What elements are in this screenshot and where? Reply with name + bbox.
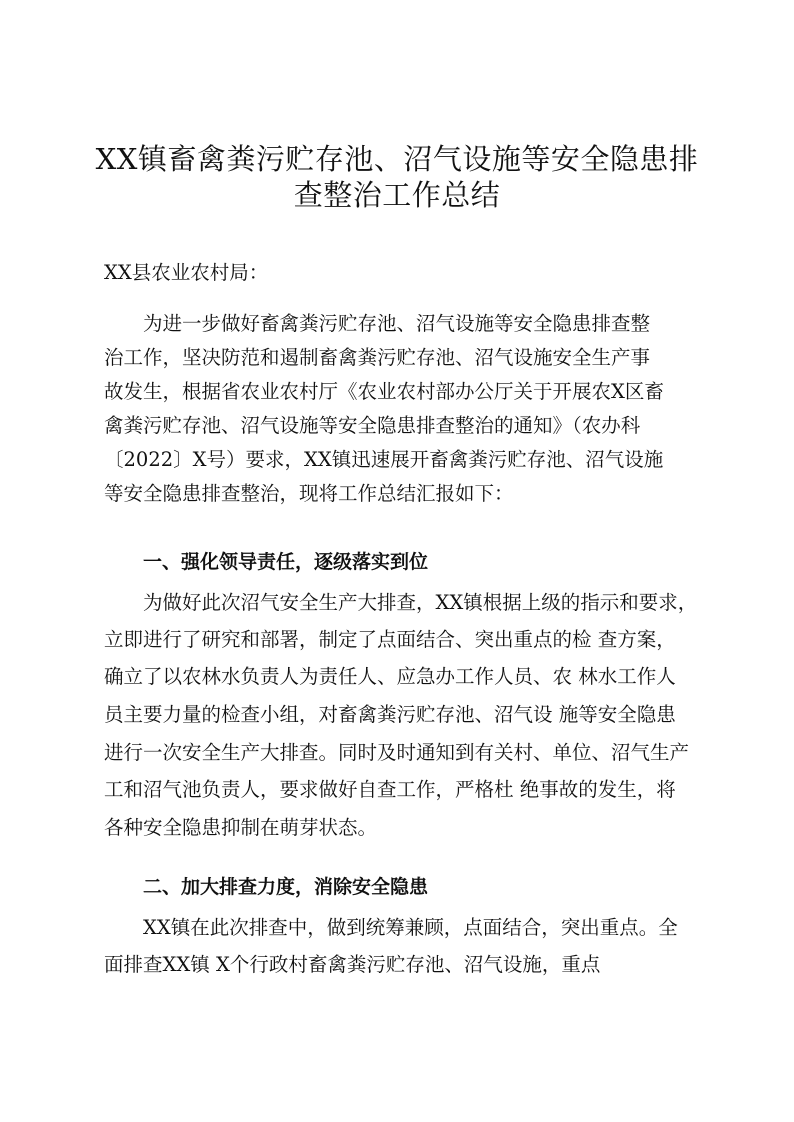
section-2-line: XX镇在此次排查中，做到统筹兼顾，点面结合，突出重点。全 bbox=[143, 916, 678, 939]
section-1-line: 各种安全隐患抑制在萌芽状态。 bbox=[104, 816, 378, 839]
section-2-line: 面排查XX镇 X个行政村畜禽粪污贮存池、沼气设施，重点 bbox=[104, 953, 601, 976]
section-2-heading: 二、加大排查力度，消除安全隐患 bbox=[143, 876, 429, 898]
section-1-line: 员主要力量的检查小组，对畜禽粪污贮存池、沼气设 施等安全隐患 bbox=[104, 703, 676, 726]
document-title-line-1: XX镇畜禽粪污贮存池、沼气设施等安全隐患排 bbox=[95, 142, 699, 176]
intro-line: 〔2022〕X号）要求，XX镇迅速展开畜禽粪污贮存池、沼气设施 bbox=[104, 448, 664, 471]
section-1-line: 进行一次安全生产大排查。同时及时通知到有关村、单位、沼气生产 bbox=[104, 741, 690, 764]
section-1-line: 立即进行了研究和部署，制定了点面结合、突出重点的检 查方案， bbox=[104, 628, 676, 651]
section-1-line: 确立了以农林水负责人为责任人、应急办工作人员、农 林水工作人 bbox=[104, 665, 676, 688]
intro-line: 治工作，坚决防范和遏制畜禽粪污贮存池、沼气设施安全生产事 bbox=[104, 346, 651, 369]
intro-line: 故发生，根据省农业农村厅《农业农村部办公厅关于开展农X区畜 bbox=[104, 380, 664, 403]
section-1-heading: 一、强化领导责任，逐级落实到位 bbox=[143, 551, 429, 573]
intro-line: 等安全隐患排查整治，现将工作总结汇报如下： bbox=[104, 482, 514, 505]
section-1-line: 为做好此次沼气安全生产大排查，XX镇根据上级的指示和要求， bbox=[143, 591, 698, 614]
intro-line: 为进一步做好畜禽粪污贮存池、沼气设施等安全隐患排查整 bbox=[143, 312, 651, 335]
intro-line: 禽粪污贮存池、沼气设施等安全隐患排查整治的通知》（农办科 bbox=[104, 414, 641, 437]
salutation: XX县农业农村局： bbox=[104, 261, 269, 284]
document-title-line-2: 查整治工作总结 bbox=[293, 178, 501, 212]
section-1-line: 工和沼气池负责人，要求做好自查工作，严格杜 绝事故的发生，将 bbox=[104, 778, 676, 801]
